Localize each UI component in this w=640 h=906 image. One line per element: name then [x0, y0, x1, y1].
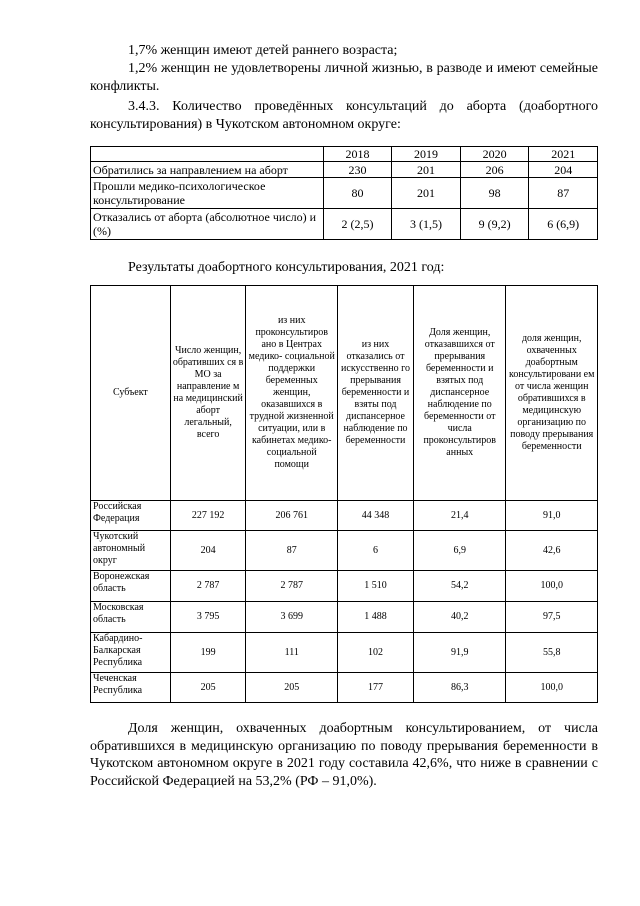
table-cell: 44 348 [338, 501, 414, 531]
table-cell: 42,6 [506, 531, 598, 571]
subject-cell: Российская Федерация [91, 501, 171, 531]
column-header-subject: Субъект [91, 286, 171, 501]
table-cell: 227 192 [170, 501, 246, 531]
table-cell: 6,9 [414, 531, 506, 571]
table-cell: 204 [529, 162, 598, 178]
table-cell: 91,0 [506, 501, 598, 531]
table-row [91, 531, 598, 571]
table-cell: 177 [338, 673, 414, 703]
table-row [91, 209, 598, 240]
table-row [91, 602, 598, 633]
table-cell: 2 787 [170, 571, 246, 602]
table-cell: 9 (9,2) [460, 209, 529, 240]
table-row [91, 178, 598, 209]
table-header-empty [91, 147, 324, 162]
subject-cell: Московская область [91, 602, 171, 633]
table-row [91, 673, 598, 703]
table-cell: 100,0 [506, 673, 598, 703]
column-header-refused: из них отказались от искусственно го прерывания беременности и взяты под диспансерное наблюдение по беременности [338, 286, 414, 501]
table-cell: 199 [170, 633, 246, 673]
table-cell: 87 [246, 531, 338, 571]
year-header: 2019 [392, 147, 461, 162]
column-header-applied: Число женщин, обративших ся в МО за направление м на медицинский аборт легальный, всего [170, 286, 246, 501]
table-cell: 21,4 [414, 501, 506, 531]
table-cell: 201 [392, 178, 461, 209]
table-header-row [91, 286, 598, 501]
table-cell: 3 (1,5) [392, 209, 461, 240]
consultations-by-year-table [90, 146, 598, 240]
table-header-row [91, 147, 598, 162]
table-cell: 201 [392, 162, 461, 178]
table-cell: 204 [170, 531, 246, 571]
table-cell: 205 [170, 673, 246, 703]
paragraph-personal-life: 1,2% женщин не удовлетворены личной жизнью, в разводе и имеют семейные конфликты. [90, 61, 598, 94]
counseling-results-table [90, 285, 598, 703]
results-heading: Результаты доабортного консультирования, 2021 год: [128, 260, 445, 275]
table-cell: 2 (2,5) [323, 209, 392, 240]
table-cell: 54,2 [414, 571, 506, 602]
paragraph-young-children: 1,7% женщин имеют детей раннего возраста; [128, 43, 398, 58]
subject-cell: Чукотский автономный округ [91, 531, 171, 571]
conclusion-paragraph: Доля женщин, охваченных доабортным консультированием, от числа обратившихся в медицинскую организацию по поводу прерывания беременности в Чукотском автономном округе в 2021 году составила 42,6%, что ниже в сравнении с Российской Федерацией на 53,2% (РФ – 91,0%). [90, 721, 598, 789]
table-cell: 3 699 [246, 602, 338, 633]
table-cell: 230 [323, 162, 392, 178]
table-cell: 87 [529, 178, 598, 209]
row-label: Отказались от аборта (абсолютное число) и (%) [91, 209, 324, 240]
table-cell: 1 510 [338, 571, 414, 602]
table-row [91, 162, 598, 178]
year-header: 2018 [323, 147, 392, 162]
table-row [91, 501, 598, 531]
column-header-refused-share: Доля женщин, отказавшихся от прерывания беременности и взятых под диспансерное наблюдение по беременности от числа проконсультиров анных [414, 286, 506, 501]
subject-cell: Чеченская Республика [91, 673, 171, 703]
table-cell: 1 488 [338, 602, 414, 633]
table-cell: 98 [460, 178, 529, 209]
table-cell: 86,3 [414, 673, 506, 703]
table-cell: 97,5 [506, 602, 598, 633]
table-cell: 100,0 [506, 571, 598, 602]
column-header-consulted: из них проконсультиров ано в Центрах медико- социальной поддержки беременных женщин, оказавшихся в трудной жизненной ситуации, или в кабинетах медико- социальной помощи [246, 286, 338, 501]
column-header-coverage-share: доля женщин, охваченных доабортным консультировани ем от числа женщин обратившихся в медицинскую организацию по поводу прерывания беременности [506, 286, 598, 501]
table-cell: 206 761 [246, 501, 338, 531]
table-cell: 55,8 [506, 633, 598, 673]
row-label: Обратились за направлением на аборт [91, 162, 324, 178]
table-cell: 91,9 [414, 633, 506, 673]
table-cell: 102 [338, 633, 414, 673]
table-cell: 40,2 [414, 602, 506, 633]
table-cell: 6 [338, 531, 414, 571]
year-header: 2021 [529, 147, 598, 162]
year-header: 2020 [460, 147, 529, 162]
table-cell: 3 795 [170, 602, 246, 633]
row-label: Прошли медико-психологическое консультирование [91, 178, 324, 209]
subject-cell: Кабардино-Балкарская Республика [91, 633, 171, 673]
table-row [91, 571, 598, 602]
section-heading-consultations: 3.4.3. Количество проведённых консультаций до аборта (доабортного консультирования) в Чукотском автономном округе: [90, 99, 598, 132]
table-cell: 80 [323, 178, 392, 209]
table-cell: 206 [460, 162, 529, 178]
table-cell: 205 [246, 673, 338, 703]
table-cell: 2 787 [246, 571, 338, 602]
subject-cell: Воронежская область [91, 571, 171, 602]
table-cell: 111 [246, 633, 338, 673]
table-cell: 6 (6,9) [529, 209, 598, 240]
table-row [91, 633, 598, 673]
